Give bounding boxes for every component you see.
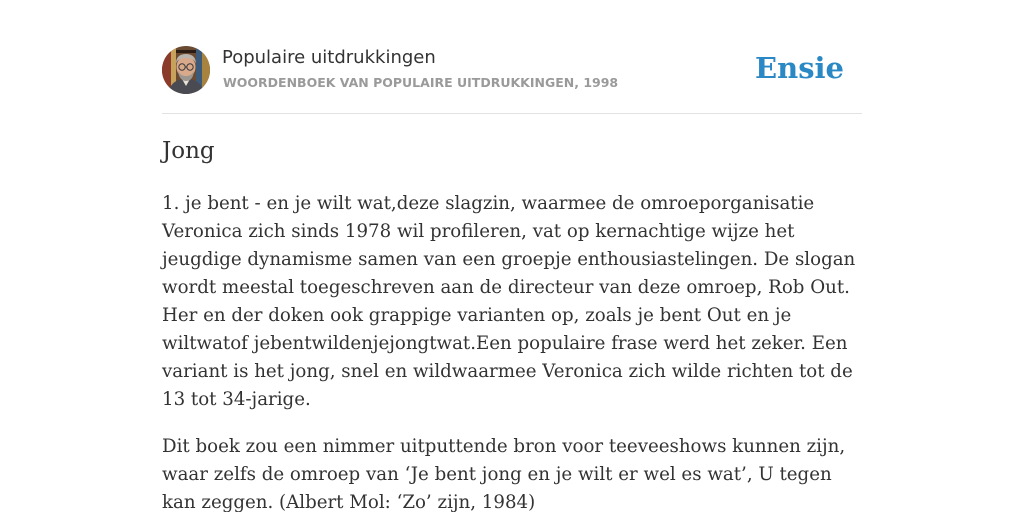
entry-title: Jong — [162, 138, 215, 164]
source-title[interactable]: Populaire uitdrukkingen — [222, 47, 436, 68]
ensie-logo[interactable]: Ensie — [755, 51, 844, 85]
author-avatar[interactable] — [162, 46, 210, 94]
source-subtitle: WOORDENBOEK VAN POPULAIRE UITDRUKKINGEN, 1998 — [223, 75, 619, 90]
entry-body — [162, 190, 862, 512]
header-divider — [162, 113, 862, 114]
entry-paragraph: 1. je bent - en je wilt wat,deze slagzin, waarmee de omroeporganisatie Veronica zich sinds 1978 wil profileren, vat op kernachtige wijze het jeugdige dynamisme samen van een groepje enthousiastelingen. De slogan wordt meestal toegeschreven aan de directeur van deze omroep, Rob Out. Her en der doken ook grappige varianten op, zoals je bent Out en je wiltwatof jebentwildenjejongtwat.Een populaire frase werd het zeker. Een variant is het jong, snel en wildwaarmee Veronica zich wilde richten tot de 13 tot 34-jarige. — [162, 193, 856, 410]
author-portrait-icon — [162, 46, 210, 94]
entry-quote-paragraph: Dit boek zou een nimmer uitputtende bron voor teeveeshows kunnen zijn, waar zelfs de omroep van ‘Je bent jong en je wilt er wel es wat’, U tegen kan zeggen. (Albert Mol: ‘Zo’ zijn, 1984) — [162, 436, 846, 512]
source-header — [162, 46, 862, 96]
